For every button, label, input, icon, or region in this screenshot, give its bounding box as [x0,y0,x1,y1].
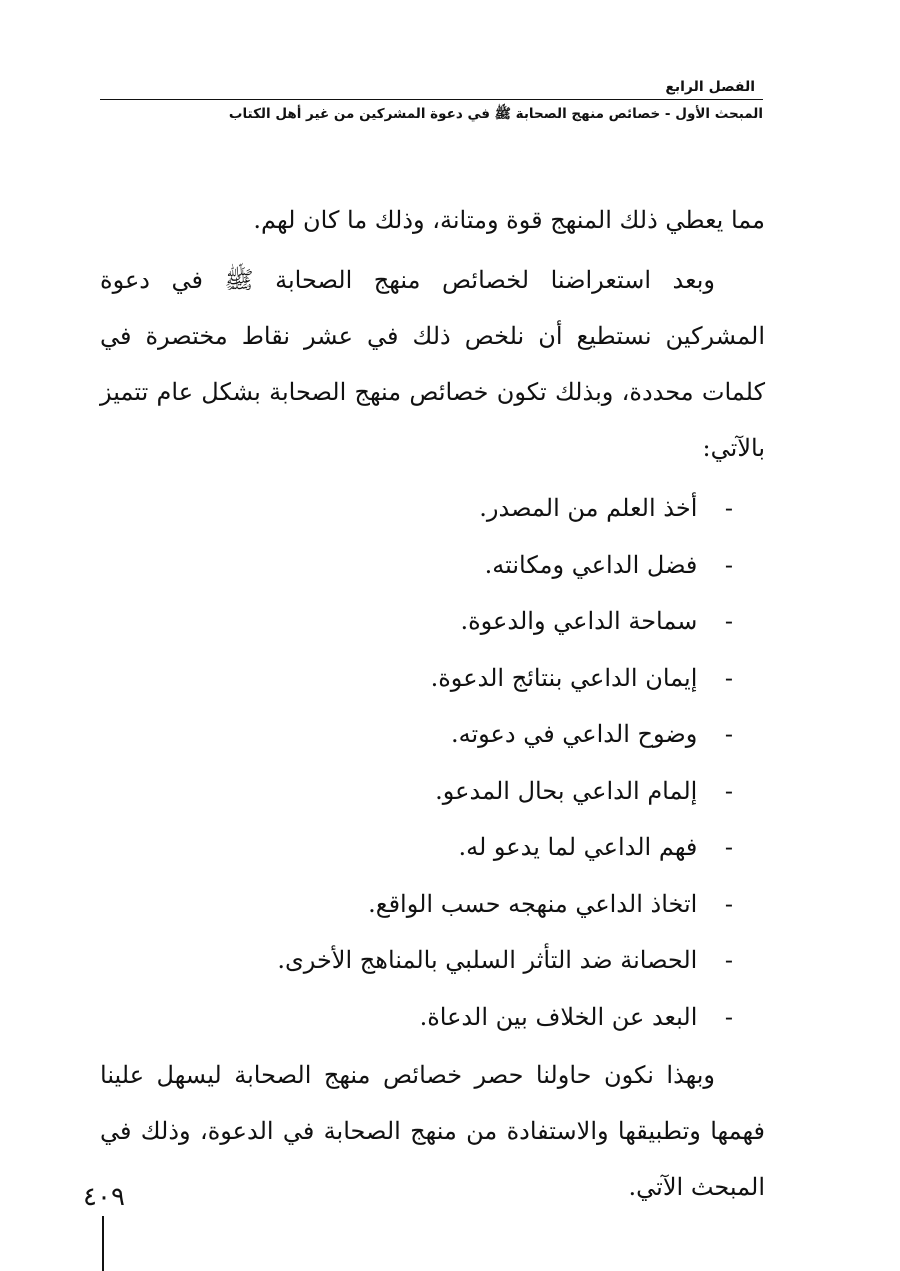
list-item [100,989,733,1046]
page-body [100,192,765,1215]
list-item-text: اتخاذ الداعي منهجه حسب الواقع. [368,889,698,918]
list-item [100,593,733,650]
list-item [100,819,733,876]
running-header [100,76,763,126]
list-item-text: إيمان الداعي بنتائج الدعوة. [430,663,698,692]
list-item [100,650,733,707]
bullet-dash: - [724,663,733,692]
section-title: المبحث الأول - خصائص منهج الصحابة ﷺ في دعوة المشركين من غير أهل الكتاب [228,106,763,122]
list-item [100,480,733,537]
header-rule [100,99,763,100]
list-item-text: سماحة الداعي والدعوة. [460,607,698,635]
list-item-text: الحصانة ضد التأثر السلبي بالمناهج الأخرى. [277,946,698,974]
list-item [100,876,733,933]
bullet-dash: - [724,607,733,635]
bullet-dash: - [724,550,733,579]
list-item [100,763,733,820]
list-item-text: إلمام الداعي بحال المدعو. [435,776,698,805]
list-item [100,537,733,594]
characteristics-list [100,480,765,1045]
list-item-text: فضل الداعي ومكانته. [484,550,698,579]
bullet-dash: - [724,946,733,974]
intro-line: مما يعطي ذلك المنهج قوة ومتانة، وذلك ما كان لهم. [253,206,765,234]
bullet-dash: - [724,776,733,805]
chapter-title: الفصل الرابع [665,79,755,95]
bullet-dash: - [724,1002,733,1031]
closing-paragraph: وبهذا نكون حاولنا حصر خصائص منهج الصحابة ليسهل علينا فهمها وتطبيقها والاستفادة من منهج الصحابة في الدعوة، وذلك في المبحث الآتي. [100,1061,765,1201]
list-item [100,706,733,763]
page-number-rule [102,1216,104,1271]
list-item-text: وضوح الداعي في دعوته. [450,720,698,748]
page-number: ٤٠٩ [83,1182,125,1212]
list-item-text: البعد عن الخلاف بين الدعاة. [419,1002,698,1031]
bullet-dash: - [724,889,733,918]
bullet-dash: - [724,720,733,748]
list-item-text: فهم الداعي لما يدعو له. [458,833,698,861]
bullet-dash: - [724,494,733,522]
list-item-text: أخذ العلم من المصدر. [479,494,698,522]
bullet-dash: - [724,833,733,861]
summary-paragraph: وبعد استعراضنا لخصائص منهج الصحابة ﷺ في دعوة المشركين نستطيع أن نلخص ذلك في عشر نقاط مختصرة في كلمات محددة، وبذلك تكون خصائص منهج الصحابة بشكل عام تتميز بالآتي: [100,266,765,462]
list-item [100,932,733,989]
